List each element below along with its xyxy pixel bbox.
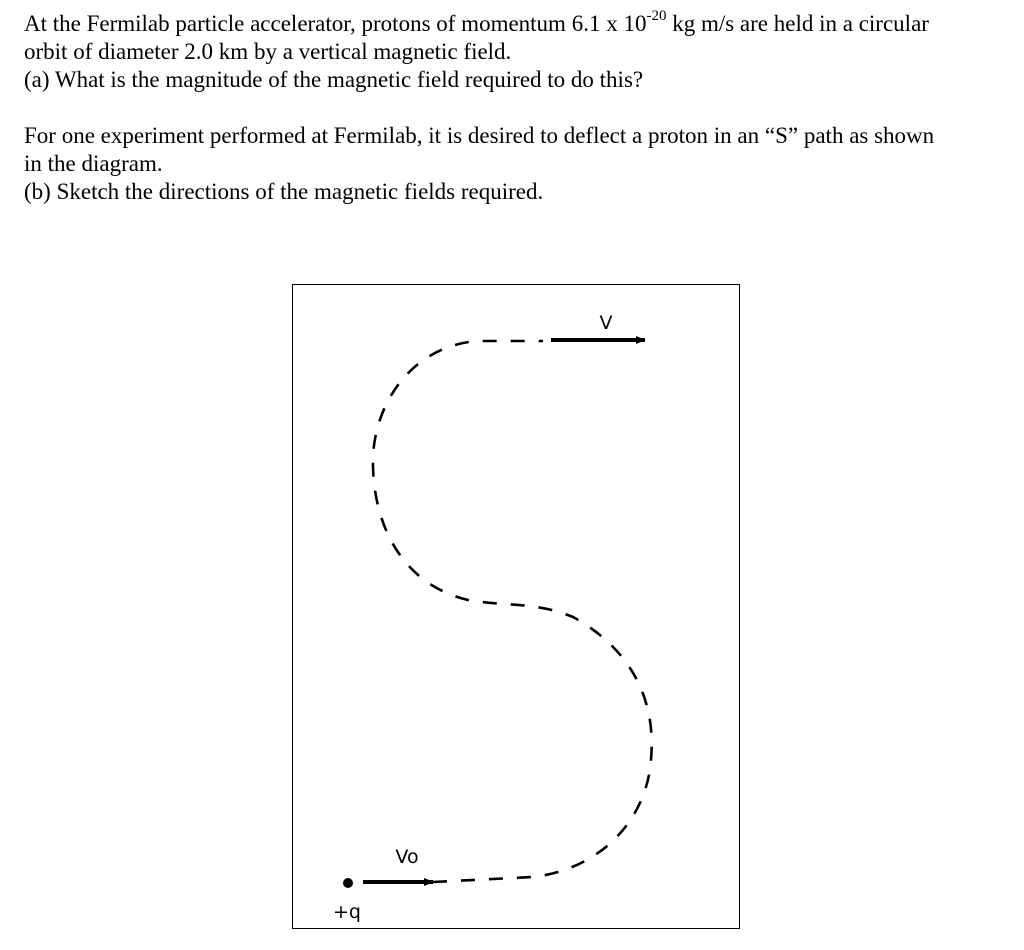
paragraph-gap [24, 94, 1009, 122]
s-path-figure [293, 285, 738, 927]
s-path-diagram [292, 284, 740, 929]
s-path-trajectory [373, 341, 652, 882]
part-b-line2: in the diagram. [24, 151, 163, 176]
initial-velocity-label: Vo [395, 846, 419, 868]
proton-dot [343, 878, 353, 888]
part-a-line1-tail: kg m/s are held in a circular [666, 11, 929, 36]
final-velocity-label: V [599, 312, 613, 334]
part-a-statement [24, 10, 1009, 38]
part-a-question: (a) What is the magnitude of the magnetic field required to do this? [24, 67, 644, 92]
part-b-line1: For one experiment performed at Fermilab, it is desired to deflect a proton in an “S” path as shown [24, 123, 935, 148]
problem-text [24, 10, 1009, 206]
charge-label: +q [333, 901, 361, 923]
part-a-line1-text: At the Fermilab particle accelerator, protons of momentum 6.1 x 10 [24, 11, 647, 36]
part-a-line2: orbit of diameter 2.0 km by a vertical magnetic field. [24, 39, 512, 64]
momentum-exponent: -20 [646, 8, 667, 25]
part-b-question: (b) Sketch the directions of the magnetic fields required. [24, 179, 544, 204]
